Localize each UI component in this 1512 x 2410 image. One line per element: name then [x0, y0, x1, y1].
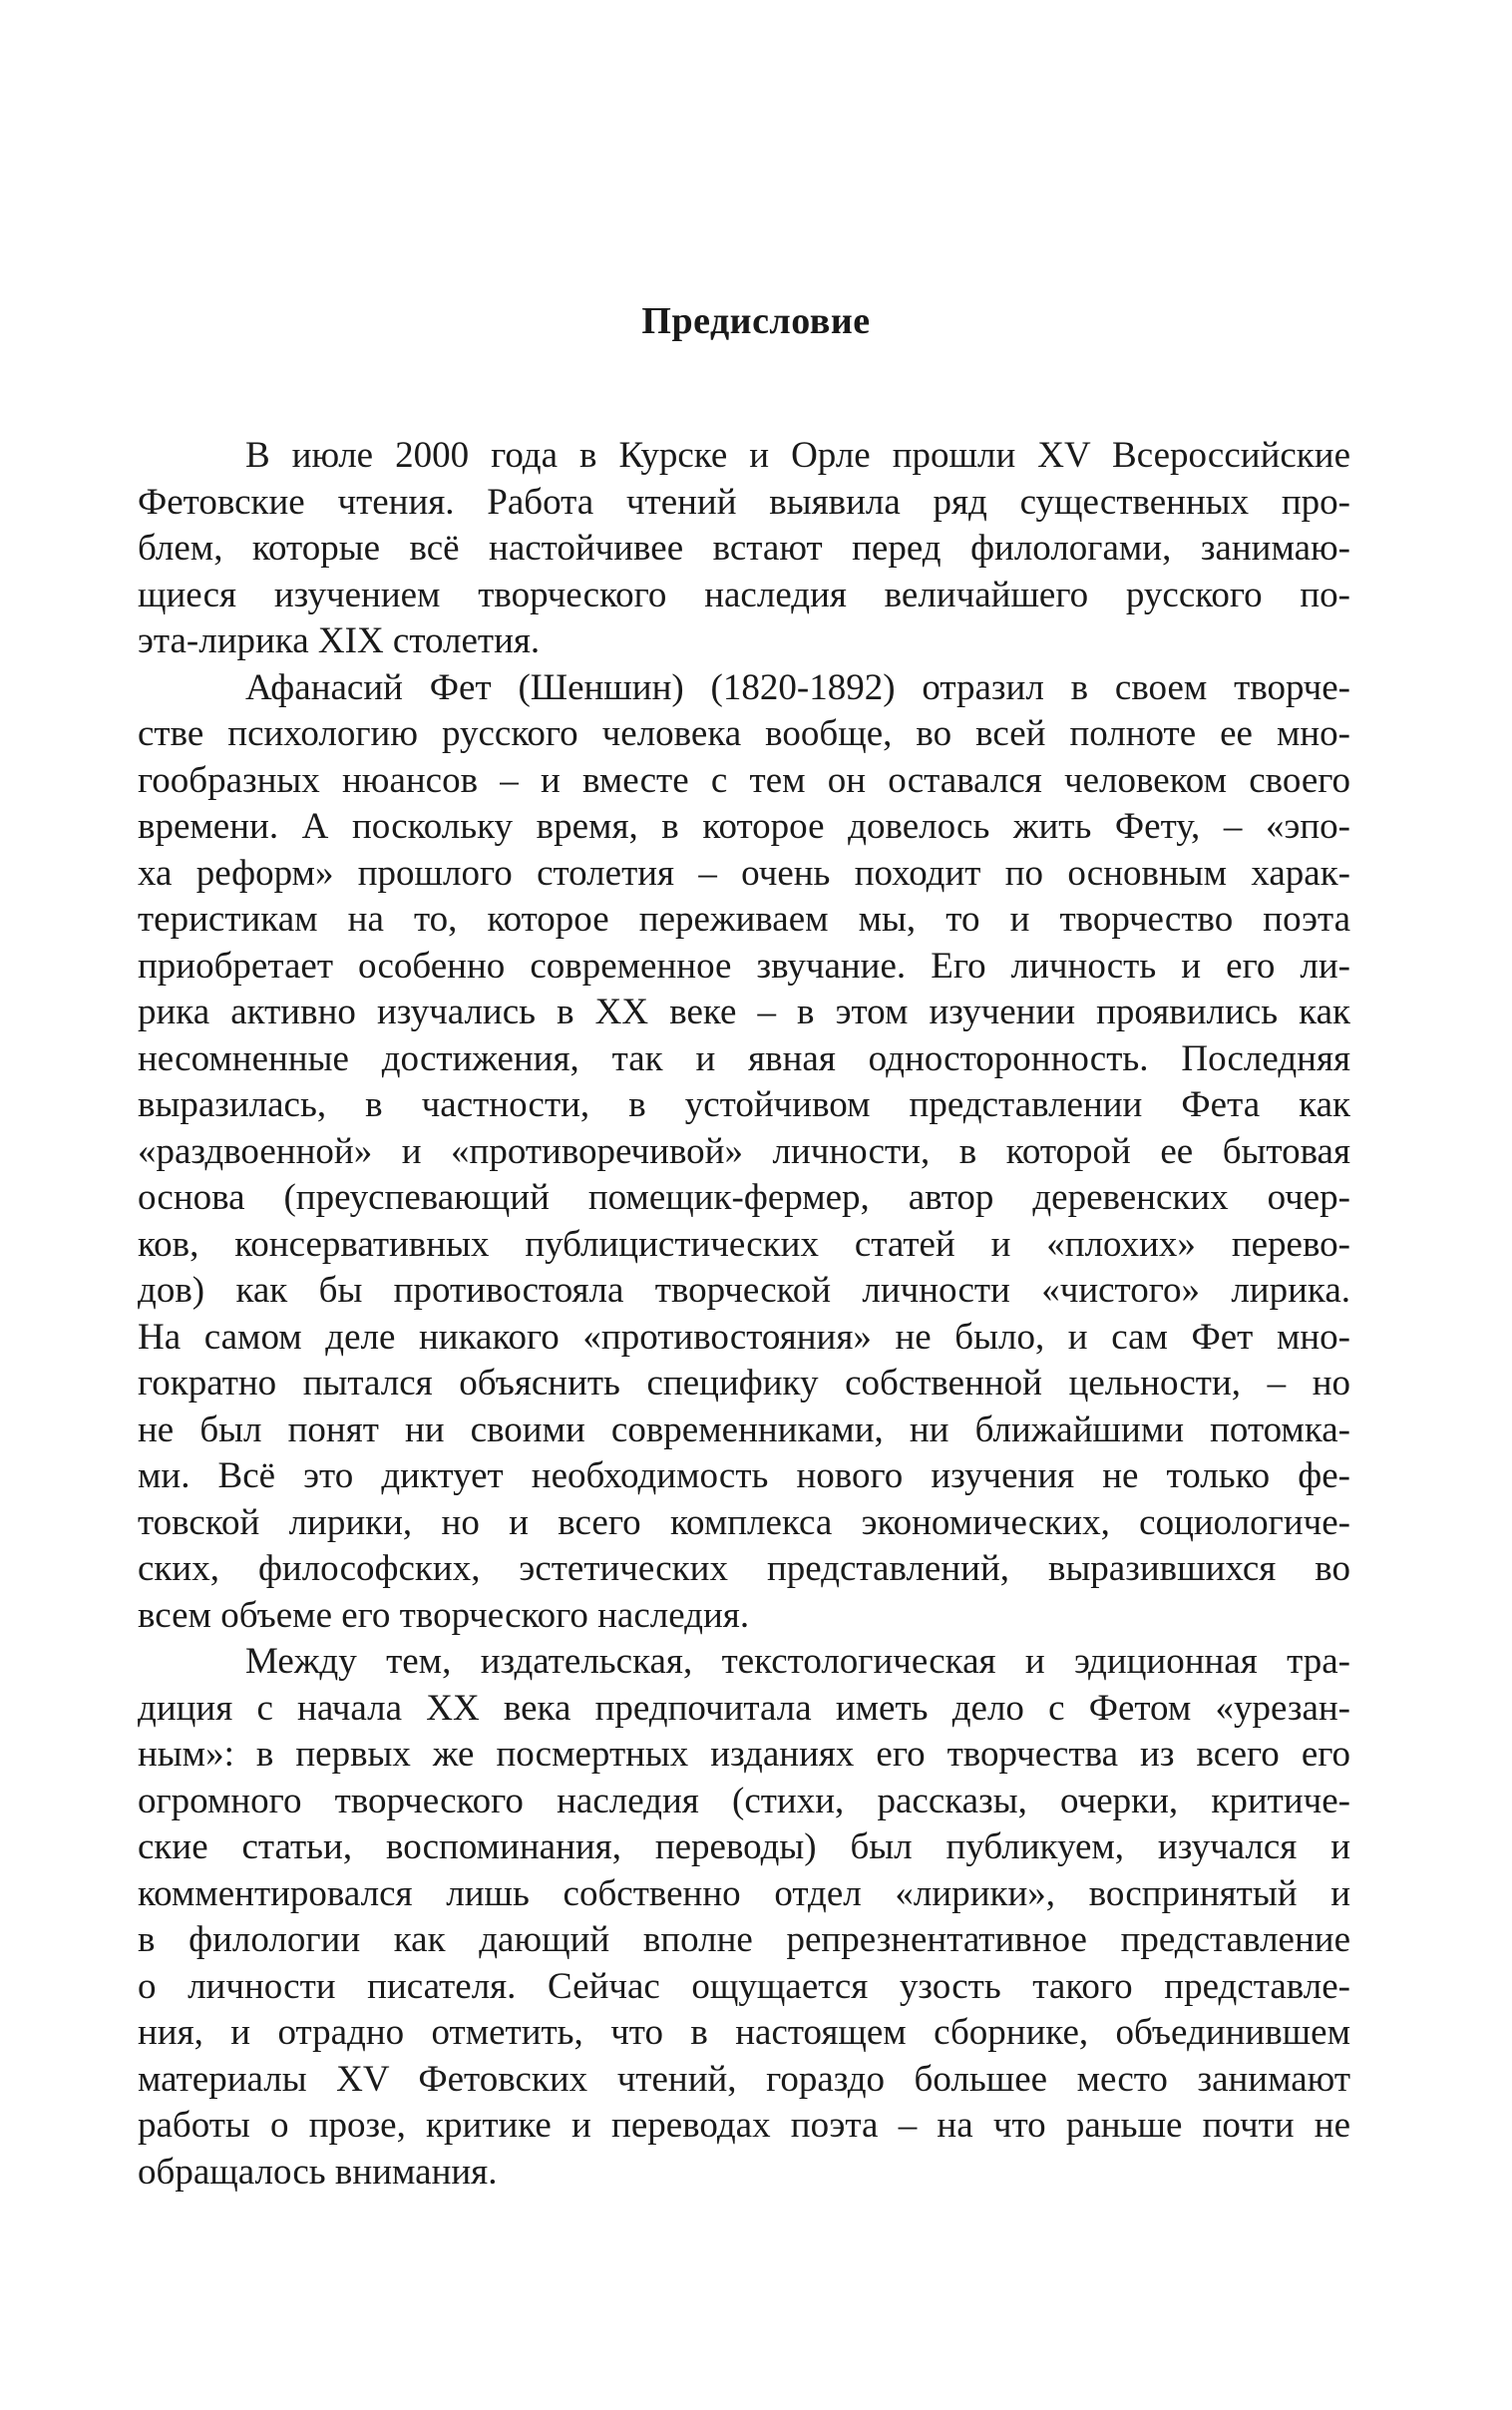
- text-line: эта-лирика XIX столетия.: [138, 620, 541, 661]
- text-line: Между тем, издательская, текстологическая и эдиционная тра-: [245, 1641, 1350, 1682]
- text-line: гообразных нюансов – и вместе с тем он оставался человеком своего: [138, 759, 1350, 801]
- body-text: [138, 433, 1350, 2196]
- text-line: ха реформ» прошлого столетия – очень походит по основным харак-: [138, 852, 1350, 894]
- text-line: товской лирики, но и всего комплекса экономических, социологиче-: [138, 1501, 1350, 1543]
- text-line: не был понят ни своими современниками, ни ближайшими потомка-: [138, 1408, 1350, 1450]
- text-line: стве психологию русского человека вообще, во всей полноте ее мно-: [138, 713, 1350, 754]
- text-line: диция с начала XX века предпочитала иметь дело с Фетом «урезан-: [138, 1687, 1350, 1729]
- text-line: рика активно изучались в XX веке – в этом изучении проявились как: [138, 992, 1350, 1032]
- text-line: «раздвоенной» и «противоречивой» личности, в которой ее бытовая: [138, 1130, 1350, 1172]
- text-line: несомненные достижения, так и явная односторонность. Последняя: [138, 1037, 1350, 1079]
- text-line: ские статьи, воспоминания, переводы) был публикуем, изучался и: [138, 1826, 1350, 1867]
- text-line: ния, и отрадно отметить, что в настоящем сборнике, объединившем: [138, 2012, 1350, 2053]
- text-line: приобретает особенно современное звучание. Его личность и его ли-: [138, 945, 1350, 987]
- text-line: работы о прозе, критике и переводах поэта – на что раньше почти не: [138, 2105, 1350, 2146]
- text-line: ских, философских, эстетических представлений, выразившихся во: [138, 1548, 1350, 1589]
- page-title: Предисловие: [641, 300, 871, 342]
- text-line: теристикам на то, которое переживаем мы, то и творчество поэта: [138, 899, 1350, 940]
- text-line: материалы XV Фетовских чтений, гораздо большее место занимают: [138, 2058, 1350, 2100]
- text-line: На самом деле никакого «противостояния» не было, и сам Фет мно-: [138, 1316, 1350, 1358]
- text-line: гократно пытался объяснить специфику собственной цельности, – но: [138, 1363, 1350, 1404]
- text-line: блем, которые всё настойчивее встают перед филологами, занимаю-: [138, 528, 1350, 569]
- text-line: выразилась, в частности, в устойчивом представлении Фета как: [138, 1084, 1350, 1125]
- text-line: всем объеме его творческого наследия.: [138, 1594, 750, 1636]
- text-line: В июле 2000 года в Курске и Орле прошли XV Всероссийские: [245, 435, 1350, 476]
- text-line: огромного творческого наследия (стихи, рассказы, очерки, критиче-: [138, 1780, 1350, 1821]
- text-line: ным»: в первых же посмертных изданиях его творчества из всего его: [138, 1734, 1350, 1775]
- text-line: Афанасий Фет (Шеншин) (1820-1892) отразил в своем творче-: [245, 666, 1350, 708]
- text-line: щиеся изучением творческого наследия величайшего русского по-: [138, 574, 1350, 615]
- text-line: основа (преуспевающий помещик-фермер, автор деревенских очер-: [138, 1177, 1350, 1218]
- text-line: дов) как бы противостояла творческой личности «чистого» лирика.: [138, 1270, 1350, 1311]
- text-line: Фетовские чтения. Работа чтений выявила ряд существенных про-: [138, 481, 1350, 523]
- text-line: о личности писателя. Сейчас ощущается узость такого представле-: [138, 1965, 1350, 2007]
- text-line: комментировался лишь собственно отдел «лирики», воспринятый и: [138, 1872, 1350, 1914]
- text-line: ми. Всё это диктует необходимость нового изучения не только фе-: [138, 1455, 1350, 1496]
- text-line: в филологии как дающий вполне репрезнентативное представление: [138, 1919, 1350, 1960]
- text-line: ков, консервативных публицистических статей и «плохих» перево-: [138, 1223, 1350, 1265]
- text-line: времени. А поскольку время, в которое довелось жить Фету, – «эпо-: [138, 806, 1350, 847]
- text-line: обращалось внимания.: [138, 2151, 498, 2193]
